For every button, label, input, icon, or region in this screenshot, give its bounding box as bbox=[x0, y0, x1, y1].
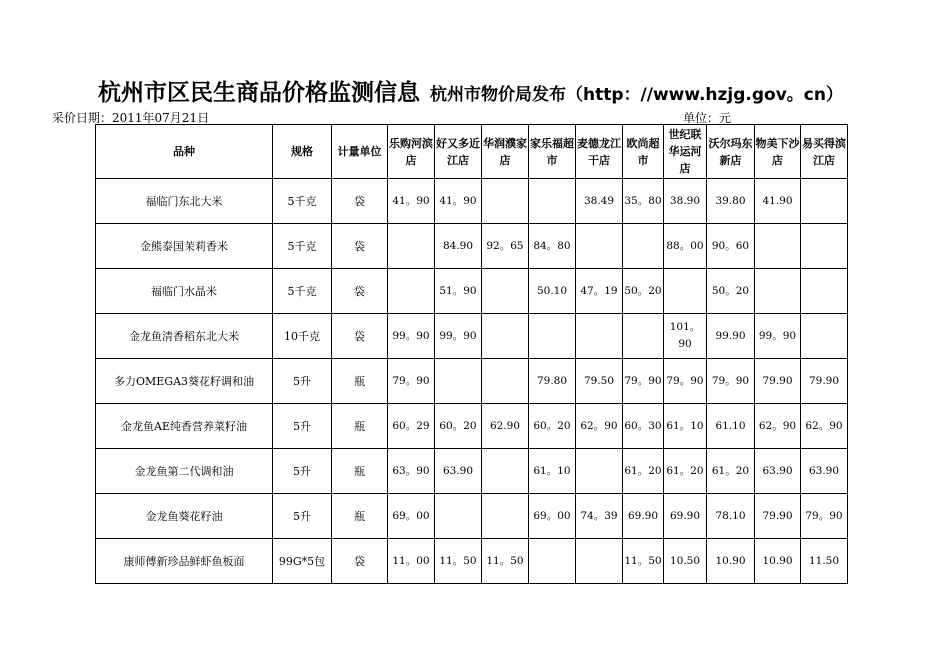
price-cell: 99。90 bbox=[388, 314, 435, 359]
price-cell: 61。20 bbox=[707, 449, 755, 494]
price-cell: 63。90 bbox=[388, 449, 435, 494]
publisher-text: 杭州市物价局发布（http：//www.hzjg.gov。cn） bbox=[430, 85, 843, 105]
price-cell: 79。90 bbox=[707, 359, 755, 404]
price-cell: 50.10 bbox=[529, 269, 576, 314]
price-cell: 50。20 bbox=[707, 269, 755, 314]
table-row bbox=[96, 404, 848, 449]
table-row bbox=[96, 269, 848, 314]
product-name-cell: 金龙鱼清香稻东北大米 bbox=[96, 314, 273, 359]
spec-cell: 袋 bbox=[332, 539, 388, 584]
price-cell: 10.50 bbox=[664, 539, 707, 584]
spec-cell: 5升 bbox=[273, 494, 332, 539]
spec-cell: 10千克 bbox=[273, 314, 332, 359]
spec-cell: 瓶 bbox=[332, 404, 388, 449]
price-cell bbox=[482, 179, 529, 224]
column-header: 计量单位 bbox=[332, 125, 388, 179]
spec-cell: 袋 bbox=[332, 269, 388, 314]
price-cell bbox=[801, 224, 848, 269]
price-cell bbox=[755, 224, 801, 269]
table-row bbox=[96, 449, 848, 494]
table-row bbox=[96, 179, 848, 224]
price-cell: 79.80 bbox=[529, 359, 576, 404]
price-cell: 69。00 bbox=[388, 494, 435, 539]
price-cell: 79。90 bbox=[664, 359, 707, 404]
spec-cell: 瓶 bbox=[332, 359, 388, 404]
price-cell bbox=[482, 269, 529, 314]
spec-cell: 99G*5包 bbox=[273, 539, 332, 584]
price-cell bbox=[529, 179, 576, 224]
price-cell: 63.90 bbox=[755, 449, 801, 494]
price-cell: 41。90 bbox=[388, 179, 435, 224]
price-cell bbox=[801, 314, 848, 359]
spec-cell: 5升 bbox=[273, 449, 332, 494]
product-name-cell: 金龙鱼葵花籽油 bbox=[96, 494, 273, 539]
column-header: 好又多近江店 bbox=[435, 125, 482, 179]
column-header: 规格 bbox=[273, 125, 332, 179]
product-name-cell: 金龙鱼AE纯香营养菜籽油 bbox=[96, 404, 273, 449]
price-cell: 79.50 bbox=[576, 359, 623, 404]
price-cell: 84.90 bbox=[435, 224, 482, 269]
spec-cell: 瓶 bbox=[332, 494, 388, 539]
price-cell: 78.10 bbox=[707, 494, 755, 539]
price-cell: 84。80 bbox=[529, 224, 576, 269]
price-cell: 99。90 bbox=[755, 314, 801, 359]
price-cell bbox=[388, 269, 435, 314]
price-cell: 61。20 bbox=[664, 449, 707, 494]
price-table bbox=[95, 124, 848, 584]
table-row bbox=[96, 314, 848, 359]
table-row bbox=[96, 224, 848, 269]
price-cell: 10.90 bbox=[707, 539, 755, 584]
price-cell: 62。90 bbox=[576, 404, 623, 449]
price-cell bbox=[664, 269, 707, 314]
table-row bbox=[96, 359, 848, 404]
product-name-cell: 金龙鱼第二代调和油 bbox=[96, 449, 273, 494]
price-cell bbox=[801, 179, 848, 224]
price-cell: 41.90 bbox=[755, 179, 801, 224]
price-cell: 11。50 bbox=[435, 539, 482, 584]
price-cell: 38.49 bbox=[576, 179, 623, 224]
spec-cell: 瓶 bbox=[332, 449, 388, 494]
spec-cell: 5千克 bbox=[273, 224, 332, 269]
price-cell bbox=[482, 314, 529, 359]
unit-label: 单位：元 bbox=[683, 111, 732, 125]
price-cell bbox=[576, 449, 623, 494]
price-cell bbox=[576, 539, 623, 584]
price-cell: 60。20 bbox=[529, 404, 576, 449]
price-cell bbox=[801, 269, 848, 314]
price-cell: 62.90 bbox=[482, 404, 529, 449]
price-cell: 39.80 bbox=[707, 179, 755, 224]
price-cell: 74。39 bbox=[576, 494, 623, 539]
price-cell: 60。20 bbox=[435, 404, 482, 449]
price-cell bbox=[623, 224, 664, 269]
spec-cell: 5千克 bbox=[273, 179, 332, 224]
price-cell: 63.90 bbox=[435, 449, 482, 494]
page-title bbox=[98, 74, 843, 107]
price-cell: 11。50 bbox=[482, 539, 529, 584]
price-cell bbox=[482, 494, 529, 539]
price-cell: 10.90 bbox=[755, 539, 801, 584]
price-cell: 61.10 bbox=[707, 404, 755, 449]
price-cell: 51。90 bbox=[435, 269, 482, 314]
price-cell: 41。90 bbox=[435, 179, 482, 224]
table-header-row bbox=[96, 125, 848, 179]
spec-cell: 袋 bbox=[332, 179, 388, 224]
price-cell: 60。30 bbox=[623, 404, 664, 449]
spec-cell: 5升 bbox=[273, 359, 332, 404]
price-cell bbox=[755, 269, 801, 314]
price-cell bbox=[482, 449, 529, 494]
price-cell: 11.50 bbox=[801, 539, 848, 584]
price-cell: 47。19 bbox=[576, 269, 623, 314]
price-cell: 35。80 bbox=[623, 179, 664, 224]
spec-cell: 袋 bbox=[332, 314, 388, 359]
price-cell: 60。29 bbox=[388, 404, 435, 449]
price-cell: 79。90 bbox=[801, 494, 848, 539]
column-header: 沃尔玛东新店 bbox=[707, 125, 755, 179]
price-cell: 62。90 bbox=[801, 404, 848, 449]
column-header: 品种 bbox=[96, 125, 273, 179]
price-cell bbox=[482, 359, 529, 404]
product-name-cell: 福临门东北大米 bbox=[96, 179, 273, 224]
price-cell bbox=[623, 314, 664, 359]
price-cell: 79。90 bbox=[388, 359, 435, 404]
price-cell bbox=[435, 494, 482, 539]
product-name-cell: 多力OMEGA3葵花籽调和油 bbox=[96, 359, 273, 404]
column-header: 麦德龙江干店 bbox=[576, 125, 623, 179]
price-cell: 11。50 bbox=[623, 539, 664, 584]
title-main: 杭州市区民生商品价格监测信息 bbox=[98, 80, 420, 106]
price-cell: 79.90 bbox=[755, 494, 801, 539]
price-cell bbox=[576, 224, 623, 269]
price-cell bbox=[576, 314, 623, 359]
column-header: 华润濮家店 bbox=[482, 125, 529, 179]
column-header: 世纪联华运河店 bbox=[664, 125, 707, 179]
price-cell: 90。60 bbox=[707, 224, 755, 269]
column-header: 欧尚超市 bbox=[623, 125, 664, 179]
price-cell: 99.90 bbox=[707, 314, 755, 359]
price-cell: 61。10 bbox=[664, 404, 707, 449]
price-cell: 38.90 bbox=[664, 179, 707, 224]
price-cell: 63.90 bbox=[801, 449, 848, 494]
price-cell: 79。90 bbox=[623, 359, 664, 404]
table-row bbox=[96, 494, 848, 539]
column-header: 乐购河滨店 bbox=[388, 125, 435, 179]
price-cell: 50。20 bbox=[623, 269, 664, 314]
price-cell: 69.90 bbox=[664, 494, 707, 539]
column-header: 家乐福超市 bbox=[529, 125, 576, 179]
price-cell: 61。20 bbox=[623, 449, 664, 494]
price-cell: 69。00 bbox=[529, 494, 576, 539]
price-cell: 92。65 bbox=[482, 224, 529, 269]
price-cell bbox=[435, 359, 482, 404]
price-cell bbox=[529, 314, 576, 359]
price-cell: 69.90 bbox=[623, 494, 664, 539]
price-cell: 79.90 bbox=[801, 359, 848, 404]
price-cell: 79.90 bbox=[755, 359, 801, 404]
table-row bbox=[96, 539, 848, 584]
product-name-cell: 金熊泰国茉莉香米 bbox=[96, 224, 273, 269]
price-cell: 61。10 bbox=[529, 449, 576, 494]
column-header: 易买得滨江店 bbox=[801, 125, 848, 179]
price-cell bbox=[529, 539, 576, 584]
product-name-cell: 康师傅新珍品鲜虾鱼板面 bbox=[96, 539, 273, 584]
collection-date: 采价日期：2011年07月21日 bbox=[52, 111, 210, 125]
price-cell bbox=[388, 224, 435, 269]
price-cell: 99。90 bbox=[435, 314, 482, 359]
price-cell: 62。90 bbox=[755, 404, 801, 449]
product-name-cell: 福临门水晶米 bbox=[96, 269, 273, 314]
price-cell: 88。00 bbox=[664, 224, 707, 269]
spec-cell: 5升 bbox=[273, 404, 332, 449]
spec-cell: 袋 bbox=[332, 224, 388, 269]
price-cell: 101。90 bbox=[664, 314, 707, 359]
price-cell: 11。00 bbox=[388, 539, 435, 584]
column-header: 物美下沙店 bbox=[755, 125, 801, 179]
spec-cell: 5千克 bbox=[273, 269, 332, 314]
